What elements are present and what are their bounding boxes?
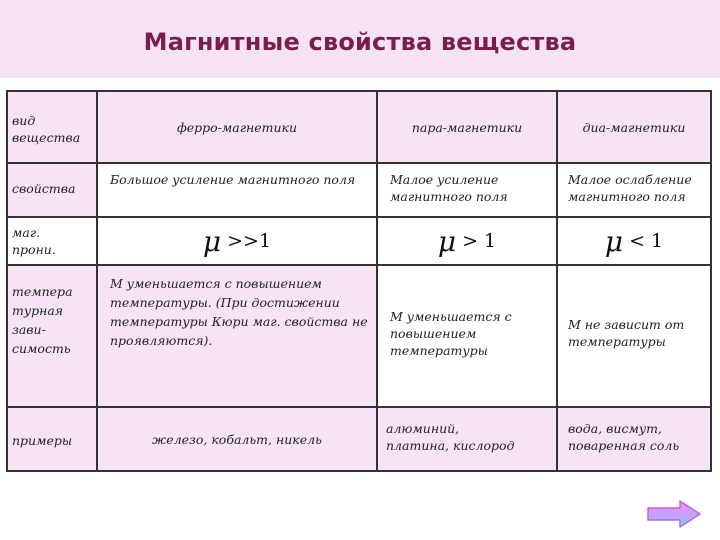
grid-line <box>556 92 558 470</box>
grid-line <box>8 264 710 266</box>
cell-dia-properties: Малое ослабление магнитного поля <box>568 172 692 204</box>
mu-symbol: μ <box>604 224 624 258</box>
grid-line <box>96 92 98 470</box>
mu-symbol: μ <box>202 224 222 258</box>
row-label-properties: свойства <box>8 164 96 216</box>
header-cell-ferro: ферро-магнетики <box>98 92 376 162</box>
cell-para-temperature: М уменьшается с повышением температуры <box>390 309 512 358</box>
para-relation: > 1 <box>462 229 497 252</box>
row-label-permeability: маг. прони. <box>12 225 56 257</box>
cell-para-permeability <box>378 218 556 264</box>
next-arrow-graphic <box>644 498 704 530</box>
dia-relation: < 1 <box>629 229 664 252</box>
cell-ferro-permeability <box>98 218 376 264</box>
header-cell-para: пара-магнетики <box>378 92 556 162</box>
header-cell-dia: диа-магнетики <box>558 92 710 162</box>
ferro-relation: >>1 <box>227 229 272 252</box>
cell-para-examples: алюминий, платина, кислород <box>378 408 556 470</box>
grid-line <box>8 216 710 218</box>
grid-line <box>8 406 710 408</box>
next-arrow-icon[interactable] <box>644 498 704 530</box>
mu-symbol: μ <box>437 224 457 258</box>
cell-ferro-examples: железо, кобальт, никель <box>98 408 376 470</box>
cell-ferro-properties: Большое усиление магнитного поля <box>110 172 356 187</box>
cell-dia-temperature: М не зависит от температуры <box>568 317 685 349</box>
properties-table <box>6 90 712 472</box>
row-label-examples: примеры <box>8 408 96 470</box>
cell-dia-examples: вода, висмут, поваренная соль <box>558 408 710 470</box>
row-label-temperature: темпера турная зави- симость <box>8 266 96 406</box>
cell-para-properties: Малое усиление магнитного поля <box>390 172 508 204</box>
cell-ferro-temperature: М уменьшается с повышением температуры. (При достижении температуры Кюри маг. свойства не проявляются). <box>98 266 376 406</box>
grid-line <box>8 162 710 164</box>
grid-line <box>376 92 378 470</box>
cell-dia-permeability <box>558 218 710 264</box>
slide-header <box>0 0 720 78</box>
slide-title: Магнитные свойства вещества <box>143 28 577 56</box>
header-cell-type: вид вещества <box>8 92 96 162</box>
